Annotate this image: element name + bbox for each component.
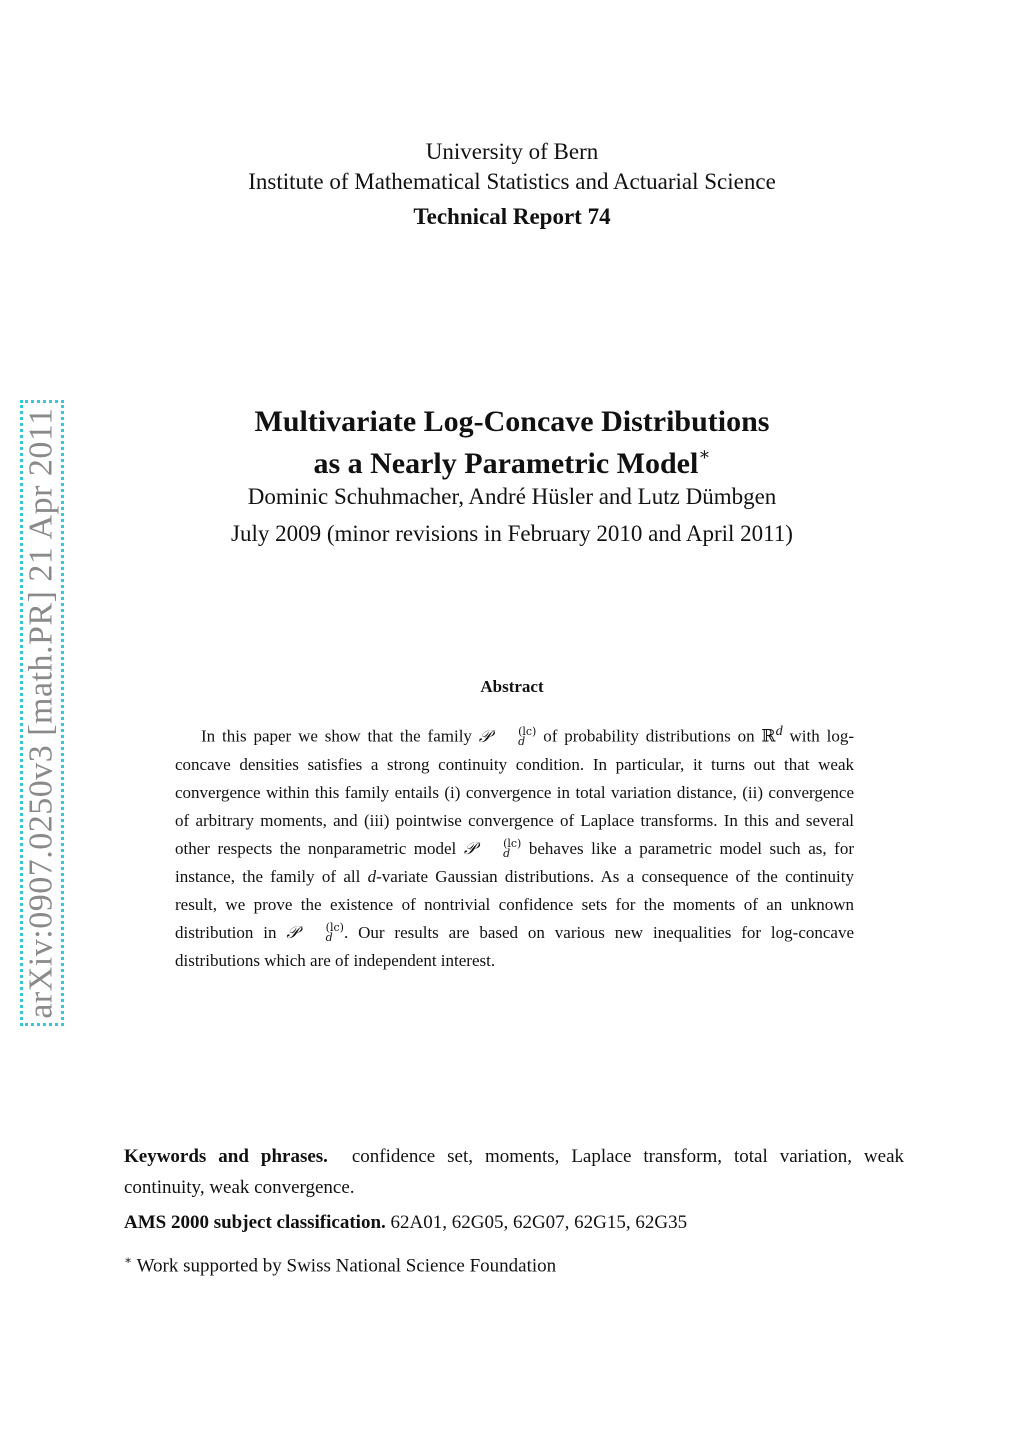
rd-exponent: d [775, 723, 783, 739]
title-line-1: Multivariate Log-Concave Distributions [254, 405, 770, 438]
abstract-text-6: . Our results are based on various new inequalities for log-concave distributions which are of independent interest. [175, 922, 854, 970]
ams-classification [124, 1207, 904, 1238]
abstract-text-5: -variate Gaussian distributions. As a consequence of the continuity result, we prove the existence of nontrivial confidence sets for the moments of an unknown distribution in [175, 866, 855, 942]
title-line-2: as a Nearly Parametric Model [313, 447, 699, 480]
footnote-mark: ∗ [124, 1253, 133, 1267]
report-number: Technical Report 74 [413, 204, 611, 229]
abstract-heading: Abstract [480, 677, 544, 696]
footnote [124, 1245, 904, 1281]
institute-name: Institute of Mathematical Statistics and Actuarial Science [248, 169, 776, 194]
date-line: July 2009 (minor revisions in February 2010 and April 2011) [231, 521, 793, 546]
authors: Dominic Schuhmacher, André Hüsler and Lutz Dümbgen [247, 484, 777, 509]
arxiv-stamp-text: arXiv:0907.0250v3 [math.PR] 21 Apr 2011 [23, 407, 60, 1019]
university-name: University of Bern [425, 139, 599, 164]
ams-label: AMS 2000 subject classification. [124, 1212, 386, 1233]
abstract-body [175, 717, 854, 975]
keywords-label: Keywords and phrases. [124, 1146, 328, 1167]
abstract-text-2: of probability distributions on ℝ [536, 726, 776, 746]
abstract-text-1: In this paper we show that the family [201, 726, 479, 746]
family-symbol: 𝒫 (lc) d [478, 725, 537, 749]
abstract-text-4: behaves like a parametric model such as, for instance, the family of all [175, 838, 854, 886]
paper-title [0, 405, 1024, 481]
keywords-text: confidence set, moments, Laplace transform, total variation, weak continuity, weak convergence. [124, 1146, 905, 1198]
keywords [124, 1141, 904, 1203]
variable-d: d [367, 866, 377, 886]
ams-text: 62A01, 62G05, 62G07, 62G15, 62G35 [390, 1212, 688, 1233]
family-symbol: 𝒫 (lc) d [286, 921, 344, 945]
abstract-text-3: with log-concave densities satisfies a strong continuity condition. In particular, it turns out that weak convergence within this family entails (i) convergence in total variation distance, (ii) convergence of arbitrary moments, and (iii) pointwise convergence of Laplace transforms. In this and several other respects the nonparametric model [175, 726, 855, 858]
title-footnote-mark: ∗ [698, 444, 711, 464]
family-symbol: 𝒫 (lc) d [463, 837, 522, 861]
footnote-text: Work supported by Swiss National Science Foundation [136, 1255, 557, 1277]
